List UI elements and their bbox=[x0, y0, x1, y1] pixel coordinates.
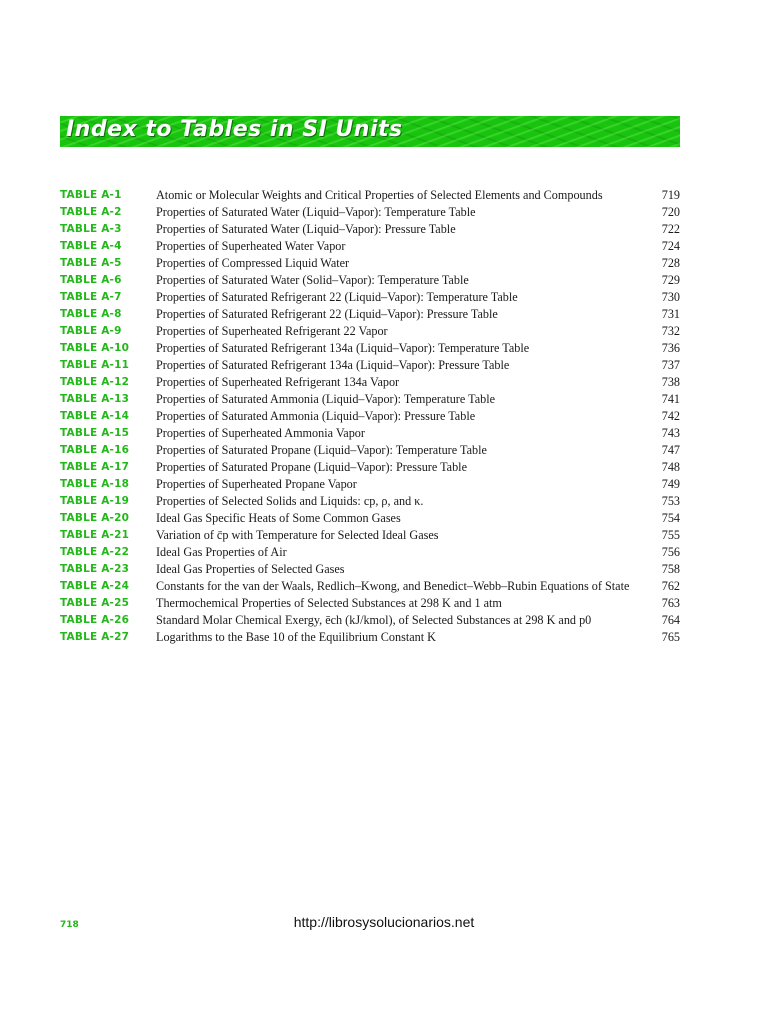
table-page-number: 754 bbox=[661, 511, 680, 525]
table-title: Properties of Superheated Propane Vapor bbox=[156, 477, 357, 491]
table-title: Properties of Superheated Water Vapor bbox=[156, 239, 346, 253]
table-title: Properties of Superheated Refrigerant 22 Vapor bbox=[156, 324, 388, 338]
table-index-row[interactable] bbox=[60, 578, 680, 595]
table-page-number: 732 bbox=[661, 324, 680, 338]
table-label: TABLE A-13 bbox=[60, 393, 130, 405]
table-page-number: 730 bbox=[661, 290, 680, 304]
table-label: TABLE A-4 bbox=[60, 240, 122, 252]
table-index-row[interactable] bbox=[60, 272, 680, 289]
table-page-number: 764 bbox=[661, 613, 680, 627]
table-title: Ideal Gas Properties of Air bbox=[156, 545, 287, 559]
table-index-row[interactable] bbox=[60, 629, 680, 646]
table-page-number: 756 bbox=[661, 545, 680, 559]
table-page-number: 763 bbox=[661, 596, 680, 610]
table-label: TABLE A-14 bbox=[60, 410, 130, 422]
table-page-number: 731 bbox=[661, 307, 680, 321]
table-page-number: 720 bbox=[661, 205, 680, 219]
table-index-row[interactable] bbox=[60, 510, 680, 527]
table-title: Properties of Superheated Refrigerant 134a Vapor bbox=[156, 375, 400, 389]
table-index-row[interactable] bbox=[60, 187, 680, 204]
title-banner bbox=[60, 116, 680, 147]
table-title: Thermochemical Properties of Selected Substances at 298 K and 1 atm bbox=[156, 596, 502, 610]
table-index-row[interactable] bbox=[60, 374, 680, 391]
table-index-list bbox=[60, 187, 680, 646]
table-page-number: 736 bbox=[661, 341, 680, 355]
table-title: Atomic or Molecular Weights and Critical Properties of Selected Elements and Compounds bbox=[156, 188, 603, 202]
table-index-row[interactable] bbox=[60, 391, 680, 408]
table-index-row[interactable] bbox=[60, 408, 680, 425]
table-page-number: 722 bbox=[661, 222, 680, 236]
table-index-row[interactable] bbox=[60, 425, 680, 442]
table-title: Properties of Saturated Water (Solid–Vapor): Temperature Table bbox=[156, 273, 469, 287]
table-label: TABLE A-16 bbox=[60, 444, 130, 456]
table-page-number: 724 bbox=[661, 239, 680, 253]
table-label: TABLE A-8 bbox=[60, 308, 122, 320]
table-label: TABLE A-3 bbox=[60, 223, 122, 235]
table-title: Variation of c̄p with Temperature for Selected Ideal Gases bbox=[156, 528, 439, 542]
table-page-number: 719 bbox=[661, 188, 680, 202]
table-title: Constants for the van der Waals, Redlich–Kwong, and Benedict–Webb–Rubin Equations of State bbox=[156, 579, 630, 593]
table-index-row[interactable] bbox=[60, 442, 680, 459]
table-label: TABLE A-24 bbox=[60, 580, 130, 592]
table-page-number: 737 bbox=[661, 358, 680, 372]
table-page-number: 753 bbox=[661, 494, 680, 508]
table-label: TABLE A-6 bbox=[60, 274, 122, 286]
table-index-row[interactable] bbox=[60, 544, 680, 561]
table-title: Properties of Saturated Ammonia (Liquid–Vapor): Temperature Table bbox=[156, 392, 495, 406]
table-index-row[interactable] bbox=[60, 612, 680, 629]
page-number: 718 bbox=[60, 920, 79, 930]
table-label: TABLE A-20 bbox=[60, 512, 130, 524]
page-title: Index to Tables in SI Units bbox=[66, 117, 403, 142]
table-index-row[interactable] bbox=[60, 204, 680, 221]
table-index-row[interactable] bbox=[60, 357, 680, 374]
table-label: TABLE A-26 bbox=[60, 614, 130, 626]
table-page-number: 758 bbox=[661, 562, 680, 576]
table-label: TABLE A-9 bbox=[60, 325, 122, 337]
table-index-row[interactable] bbox=[60, 476, 680, 493]
table-index-row[interactable] bbox=[60, 493, 680, 510]
table-label: TABLE A-10 bbox=[60, 342, 130, 354]
table-index-row[interactable] bbox=[60, 595, 680, 612]
table-page-number: 741 bbox=[661, 392, 680, 406]
table-label: TABLE A-2 bbox=[60, 206, 122, 218]
table-title: Properties of Saturated Water (Liquid–Vapor): Temperature Table bbox=[156, 205, 476, 219]
table-page-number: 765 bbox=[661, 630, 680, 644]
table-title: Properties of Saturated Propane (Liquid–Vapor): Pressure Table bbox=[156, 460, 467, 474]
table-index-row[interactable] bbox=[60, 289, 680, 306]
footer-url-link[interactable]: http://librosysolucionarios.net bbox=[293, 914, 475, 930]
table-label: TABLE A-19 bbox=[60, 495, 130, 507]
table-title: Logarithms to the Base 10 of the Equilibrium Constant K bbox=[156, 630, 436, 644]
table-title: Properties of Selected Solids and Liquids: cp, ρ, and κ. bbox=[156, 494, 424, 508]
table-page-number: 728 bbox=[661, 256, 680, 270]
table-title: Properties of Saturated Ammonia (Liquid–Vapor): Pressure Table bbox=[156, 409, 476, 423]
table-page-number: 747 bbox=[661, 443, 680, 457]
table-title: Properties of Saturated Water (Liquid–Vapor): Pressure Table bbox=[156, 222, 456, 236]
table-page-number: 738 bbox=[661, 375, 680, 389]
table-index-row[interactable] bbox=[60, 238, 680, 255]
table-label: TABLE A-7 bbox=[60, 291, 122, 303]
table-page-number: 748 bbox=[661, 460, 680, 474]
table-label: TABLE A-17 bbox=[60, 461, 130, 473]
table-index-row[interactable] bbox=[60, 306, 680, 323]
table-label: TABLE A-18 bbox=[60, 478, 130, 490]
table-title: Ideal Gas Properties of Selected Gases bbox=[156, 562, 345, 576]
table-index-row[interactable] bbox=[60, 221, 680, 238]
table-title: Properties of Saturated Refrigerant 22 (Liquid–Vapor): Pressure Table bbox=[156, 307, 498, 321]
table-index-row[interactable] bbox=[60, 459, 680, 476]
table-title: Properties of Saturated Refrigerant 22 (Liquid–Vapor): Temperature Table bbox=[156, 290, 518, 304]
table-label: TABLE A-27 bbox=[60, 631, 130, 643]
table-label: TABLE A-5 bbox=[60, 257, 122, 269]
table-label: TABLE A-11 bbox=[60, 359, 130, 371]
table-index-row[interactable] bbox=[60, 527, 680, 544]
table-index-row[interactable] bbox=[60, 323, 680, 340]
table-page-number: 729 bbox=[661, 273, 680, 287]
table-label: TABLE A-12 bbox=[60, 376, 130, 388]
table-index-row[interactable] bbox=[60, 340, 680, 357]
table-page-number: 749 bbox=[661, 477, 680, 491]
table-label: TABLE A-25 bbox=[60, 597, 130, 609]
table-title: Properties of Superheated Ammonia Vapor bbox=[156, 426, 365, 440]
table-label: TABLE A-22 bbox=[60, 546, 130, 558]
table-label: TABLE A-21 bbox=[60, 529, 130, 541]
table-title: Ideal Gas Specific Heats of Some Common Gases bbox=[156, 511, 401, 525]
table-title: Properties of Compressed Liquid Water bbox=[156, 256, 350, 270]
table-index-row[interactable] bbox=[60, 255, 680, 272]
table-label: TABLE A-23 bbox=[60, 563, 130, 575]
table-page-number: 743 bbox=[661, 426, 680, 440]
table-page-number: 742 bbox=[661, 409, 680, 423]
table-title: Properties of Saturated Propane (Liquid–Vapor): Temperature Table bbox=[156, 443, 487, 457]
table-page-number: 755 bbox=[661, 528, 680, 542]
table-title: Properties of Saturated Refrigerant 134a (Liquid–Vapor): Pressure Table bbox=[156, 358, 510, 372]
table-title: Standard Molar Chemical Exergy, ēch (kJ/kmol), of Selected Substances at 298 K and p0 bbox=[156, 613, 592, 627]
table-label: TABLE A-15 bbox=[60, 427, 130, 439]
table-title: Properties of Saturated Refrigerant 134a (Liquid–Vapor): Temperature Table bbox=[156, 341, 530, 355]
table-page-number: 762 bbox=[661, 579, 680, 593]
table-index-row[interactable] bbox=[60, 561, 680, 578]
table-label: TABLE A-1 bbox=[60, 189, 122, 201]
